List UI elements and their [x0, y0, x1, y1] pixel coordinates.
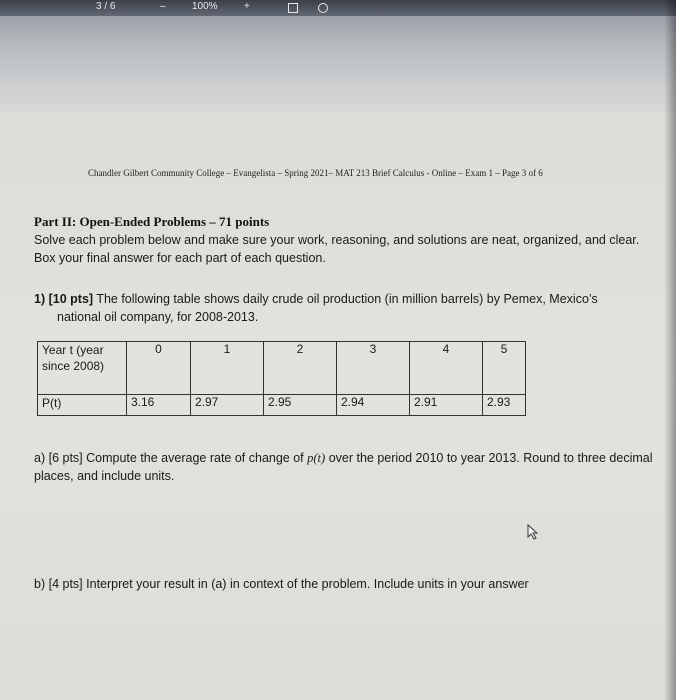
page-header: Chandler Gilbert Community College – Evangelista – Spring 2021– MAT 213 Brief Calculus - Online – Exam 1 – Page 3 of 6	[88, 168, 543, 178]
question-a-text-after: over the period 2010 to year 2013. Round to three decimal places, and include units.	[34, 451, 653, 483]
problem-text-line1: The following table shows daily crude oil production (in million barrels) by Pemex, Mexico’s	[96, 292, 598, 306]
year-cell: 3	[337, 342, 410, 395]
question-a-text-before: Compute the average rate of change of	[86, 451, 304, 465]
question-b-text: Interpret your result in (a) in context of the problem. Include units in your answer	[86, 577, 529, 591]
year-cell: 0	[127, 342, 191, 395]
question-b	[34, 575, 654, 593]
mouse-cursor-icon	[526, 524, 540, 540]
part-instructions: Solve each problem below and make sure your work, reasoning, and solutions are neat, organized, and clear. Box your final answer for each part of each question.	[34, 233, 640, 265]
production-table	[37, 341, 526, 416]
zoom-level[interactable]: 100%	[192, 1, 218, 12]
problem-1	[34, 290, 654, 326]
question-b-label: b)	[34, 577, 46, 591]
question-a-label: a)	[34, 451, 46, 465]
question-b-points: [4 pts]	[48, 577, 83, 591]
value-cell: 2.93	[483, 395, 526, 416]
photo-edge-shadow	[664, 0, 676, 700]
pdf-viewer-toolbar	[0, 0, 676, 16]
zoom-out-button[interactable]: –	[160, 1, 166, 12]
table-row	[38, 395, 526, 416]
problem-number: 1)	[34, 292, 46, 306]
year-cell: 2	[264, 342, 337, 395]
question-a	[34, 449, 654, 485]
value-cell: 2.94	[337, 395, 410, 416]
problem-text-line2: national oil company, for 2008-2013.	[57, 310, 259, 324]
fit-page-icon[interactable]	[288, 3, 298, 13]
page-indicator[interactable]: 3 / 6	[96, 1, 116, 12]
rotate-icon[interactable]	[318, 3, 328, 13]
problem-points: [10 pts]	[48, 292, 94, 306]
value-cell: 2.97	[191, 395, 264, 416]
year-cell: 1	[191, 342, 264, 395]
value-cell: 3.16	[127, 395, 191, 416]
table-row	[38, 342, 526, 395]
question-a-function: p(t)	[307, 451, 326, 465]
zoom-in-button[interactable]: +	[244, 1, 250, 12]
year-cell: 4	[410, 342, 483, 395]
row-header-year: Year t (year since 2008)	[38, 342, 127, 395]
value-cell: 2.95	[264, 395, 337, 416]
monitor-bezel	[0, 0, 676, 112]
row-header-p: P(t)	[38, 395, 127, 416]
part-title: Part II: Open-Ended Problems – 71 points	[34, 214, 270, 229]
year-cell: 5	[483, 342, 526, 395]
value-cell: 2.91	[410, 395, 483, 416]
question-a-points: [6 pts]	[48, 451, 83, 465]
